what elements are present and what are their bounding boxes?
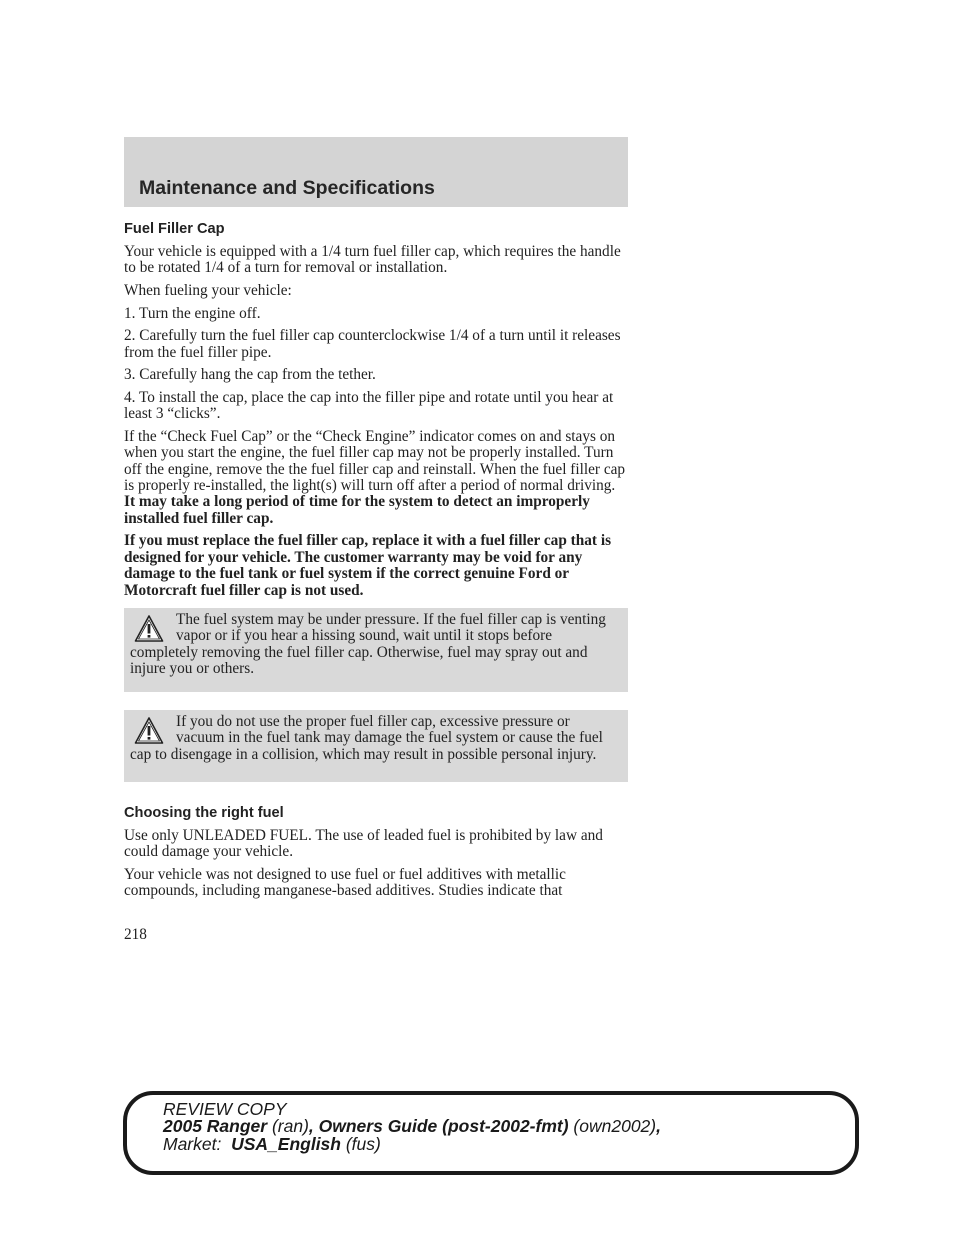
indicator-bold-text: It may take a long period of time for the system to detect an improperly installed fuel filler cap. (124, 493, 590, 527)
step-2: 2. Carefully turn the fuel filler cap counterclockwise 1/4 of a turn until it releases from the fuel filler pipe. (124, 327, 621, 361)
page-number: 218 (124, 926, 147, 943)
warning-text-proper-cap: If you do not use the proper fuel filler cap, excessive pressure or vacuum in the fuel tank may damage the fuel system or cause the fuel cap to disengage in a collision, which may result in possible personal injury. (130, 712, 603, 763)
review-copy-box (123, 1091, 859, 1175)
review-market: USA_English (231, 1133, 341, 1154)
choosing-fuel-heading: Choosing the right fuel (124, 804, 284, 821)
warning-box-pressure (124, 608, 628, 692)
section-header-bar (124, 137, 628, 207)
step-1: 1. Turn the engine off. (124, 304, 261, 322)
review-copy-lines (163, 1101, 661, 1153)
review-model: 2005 Ranger (163, 1116, 268, 1137)
replace-cap-paragraph: If you must replace the fuel filler cap, replace it with a fuel filler cap that is designed for your vehicle. The customer warranty may be void for any damage to the fuel tank or fuel system if the correct genuine Ford or Motorcraft fuel filler cap is not used. (124, 532, 612, 599)
review-market-label: Market: (163, 1133, 222, 1154)
review-guide: , Owners Guide (post-2002-fmt) (308, 1116, 569, 1137)
indicator-paragraph (124, 429, 628, 527)
intro-paragraph: Your vehicle is equipped with a 1/4 turn fuel filler cap, which requires the handle to be rotated 1/4 of a turn for removal or installation. (124, 243, 621, 277)
step-3: 3. Carefully hang the cap from the tether. (124, 366, 376, 384)
fueling-lead: When fueling your vehicle: (124, 282, 292, 299)
additives-paragraph: Your vehicle was not designed to use fuel or fuel additives with metallic compounds, including manganese-based additives. Studies indicate that (124, 865, 566, 900)
indicator-text: If the “Check Fuel Cap” or the “Check Engine” indicator comes on and stays on when you start the engine, the fuel filler cap may not be properly installed. Turn off the engine, remove the the fuel filler cap and reinstall. When the fuel filler cap is properly re-installed, the light(s) will turn off after a period of normal driving. (124, 427, 626, 494)
review-market-line (163, 1133, 661, 1154)
warning-text-pressure: The fuel system may be under pressure. If the fuel filler cap is venting vapor or if you hear a hissing sound, wait until it stops before completely removing the fuel filler cap. Otherwise, fuel may spray out and injure you or others. (130, 611, 606, 678)
review-market-code: (fus) (345, 1133, 381, 1154)
step-4: 4. To install the cap, place the cap into the filler pipe and rotate until you hear at least 3 “clicks”. (124, 388, 614, 423)
warning-triangle-icon (134, 614, 164, 644)
page-content (124, 220, 628, 906)
review-comma: , (656, 1116, 661, 1137)
review-model-code: (ran) (271, 1116, 309, 1137)
review-guide-code: (own2002) (573, 1116, 657, 1137)
fuel-filler-cap-heading: Fuel Filler Cap (124, 221, 225, 237)
unleaded-paragraph: Use only UNLEADED FUEL. The use of leaded fuel is prohibited by law and could damage your vehicle. (124, 826, 603, 861)
page-title: Maintenance and Specifications (139, 177, 435, 199)
review-copy-label: REVIEW COPY (163, 1099, 287, 1119)
warning-triangle-icon (134, 716, 164, 746)
warning-box-proper-cap (124, 710, 628, 782)
